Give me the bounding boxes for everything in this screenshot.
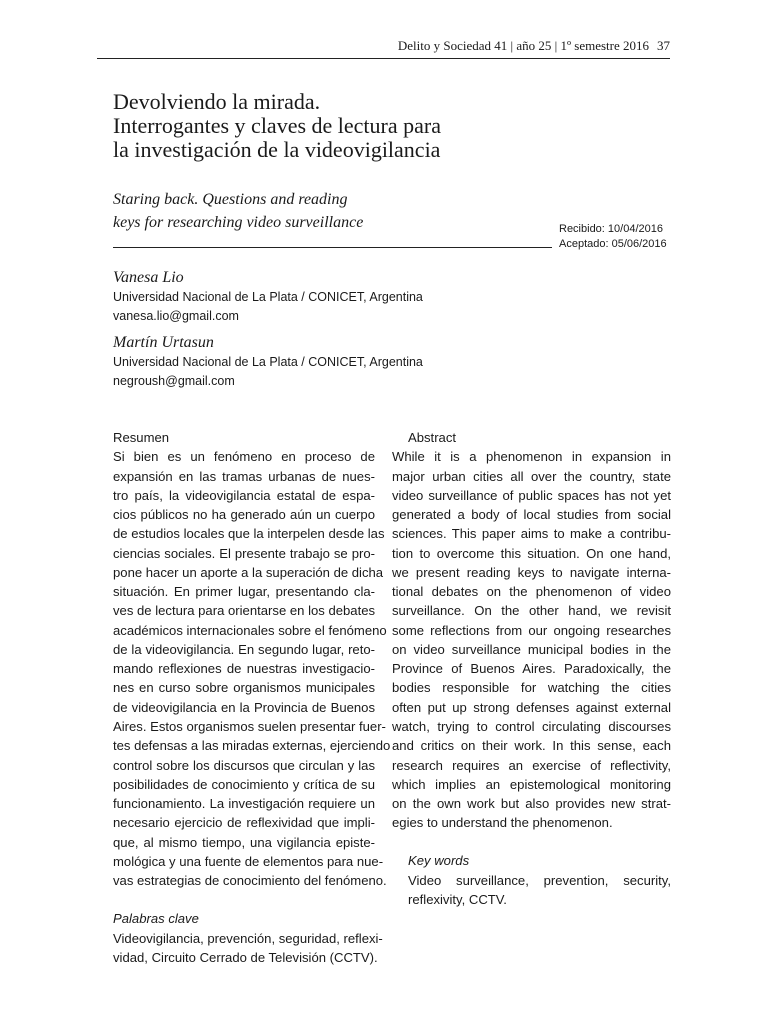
received-date: Recibido: 10/04/2016 <box>559 223 663 235</box>
text-line: on video surveillance municipal bodies in the <box>392 641 671 657</box>
author-affiliation: Universidad Nacional de La Plata / CONICET, Argentina <box>113 290 423 304</box>
author-email: negroush@gmail.com <box>113 374 235 388</box>
text-line: generated a body of local studies from social <box>392 507 671 523</box>
text-line: pone hacer un aporte a la superación de dicha <box>113 564 384 580</box>
journal-issue: Delito y Sociedad 41 | año 25 | 1º semestre 2016 <box>397 38 649 53</box>
text-line: Aires. Estos organismos suelen presentar fuer- <box>113 718 386 734</box>
key-words-list <box>392 871 671 910</box>
text-line: expansión en las tramas urbanas de nues- <box>113 468 375 484</box>
text-line: surveillance. On the other hand, we revisit <box>392 603 671 619</box>
text-line: vidad, Circuito Cerrado de Televisión (CCTV). <box>113 950 378 965</box>
text-line: mando reflexiones de nuestras investigacio- <box>113 661 375 677</box>
text-line: académicos internacionales sobre el fenómeno <box>113 622 387 638</box>
author-block <box>113 333 573 391</box>
key-words-block <box>392 851 671 910</box>
header-rule <box>97 58 670 59</box>
text-line: de estudios locales que la interpelen desde las <box>113 526 385 542</box>
abstract-heading: Abstract <box>408 430 457 445</box>
text-line: situación. En primer lugar, presentando cla- <box>113 584 375 600</box>
author-name: Martín Urtasun <box>113 334 214 351</box>
text-line: sciences. This paper aims to make a contribu- <box>392 526 671 542</box>
palabras-clave-block <box>113 909 383 968</box>
text-line: some reflections from our ongoing researches <box>392 622 671 638</box>
author-name: Vanesa Lio <box>113 269 184 286</box>
subtitle-line: keys for researching video surveillance <box>113 214 364 231</box>
text-line: While it is a phenomenon in expansion in <box>392 449 671 465</box>
text-line: que, al mismo tiempo, una vigilancia episte- <box>113 834 375 850</box>
text-line: de videovigilancia en la Provincia de Buenos <box>113 699 375 715</box>
text-line: Si bien es un fenómeno en proceso de <box>113 449 375 465</box>
text-line: watch, trying to control circulating discourses <box>392 718 671 734</box>
text-line: de la videovigilancia. En segundo lugar, reto- <box>113 641 375 657</box>
text-line: control sobre los discursos que circulan y las <box>113 757 375 773</box>
abstract-column <box>392 428 671 833</box>
resumen-heading: Resumen <box>113 430 170 445</box>
resumen-text <box>113 447 391 890</box>
text-line: posibilidades de conocimiento y crítica de su <box>113 776 375 792</box>
key-words-heading: Key words <box>408 853 470 868</box>
text-line: which implies an epistemological monitoring <box>392 776 671 792</box>
author-affiliation: Universidad Nacional de La Plata / CONICET, Argentina <box>113 355 423 369</box>
text-line: funcionamiento. La investigación requiere un <box>113 796 375 812</box>
running-head <box>270 38 670 54</box>
author-email: vanesa.lio@gmail.com <box>113 309 239 323</box>
title-line: la investigación de la videovigilancia <box>113 137 441 162</box>
text-line: necesario ejercicio de reflexividad que impli- <box>113 815 375 831</box>
article-title <box>113 90 573 162</box>
abstract-text <box>392 447 671 832</box>
text-line: research requires an exercise of reflectivity, <box>392 757 671 773</box>
text-line: ciencias sociales. El presente trabajo se pro- <box>113 545 375 561</box>
title-rule <box>113 247 552 248</box>
text-line: egies to understand the phenomenon. <box>392 815 613 831</box>
text-line: tion to overcome this situation. On one hand, <box>392 545 671 561</box>
author-block <box>113 268 573 326</box>
title-line: Devolviendo la mirada. <box>113 89 321 114</box>
page-number: 37 <box>657 38 670 53</box>
text-line: Videovigilancia, prevención, seguridad, reflexi- <box>113 930 383 946</box>
text-line: mológica y una fuente de elementos para nue- <box>113 853 384 869</box>
title-line: Interrogantes y claves de lectura para <box>113 113 441 138</box>
palabras-clave-heading: Palabras clave <box>113 911 199 926</box>
text-line: tro país, la videovigilancia estatal de espa- <box>113 487 375 503</box>
accepted-date: Aceptado: 05/06/2016 <box>559 238 667 250</box>
palabras-clave-list <box>113 929 383 968</box>
text-line: Video surveillance, prevention, security, <box>408 872 671 888</box>
subtitle-line: Staring back. Questions and reading <box>113 191 348 208</box>
english-title <box>113 188 553 234</box>
text-line: on the own work but also provides new strat- <box>392 796 671 812</box>
submission-dates <box>559 222 719 252</box>
text-line: vas estrategias de conocimiento del fenómeno. <box>113 873 387 889</box>
text-line: major urban cities all over the country, state <box>392 468 671 484</box>
text-line: and critics on their work. In this sense, each <box>392 738 671 754</box>
text-line: tional debates on the phenomenon of video <box>392 584 671 600</box>
text-line: tes defensas a las miradas externas, ejerciendo <box>113 738 391 754</box>
text-line: often put up strong defenses against external <box>392 699 671 715</box>
text-line: reflexivity, CCTV. <box>408 892 507 907</box>
resumen-column <box>113 428 391 890</box>
text-line: nes en curso sobre organismos municipales <box>113 680 375 696</box>
text-line: we present reading keys to navigate interna- <box>392 564 671 580</box>
text-line: bodies responsible for watching the cities <box>392 680 671 696</box>
text-line: video surveillance of public spaces has not yet <box>392 487 671 503</box>
text-line: cios públicos no ha generado aún un cuerpo <box>113 507 375 523</box>
text-line: ves de lectura para orientarse en los debates <box>113 603 376 619</box>
text-line: Province of Buenos Aires. Paradoxically, the <box>392 661 671 677</box>
